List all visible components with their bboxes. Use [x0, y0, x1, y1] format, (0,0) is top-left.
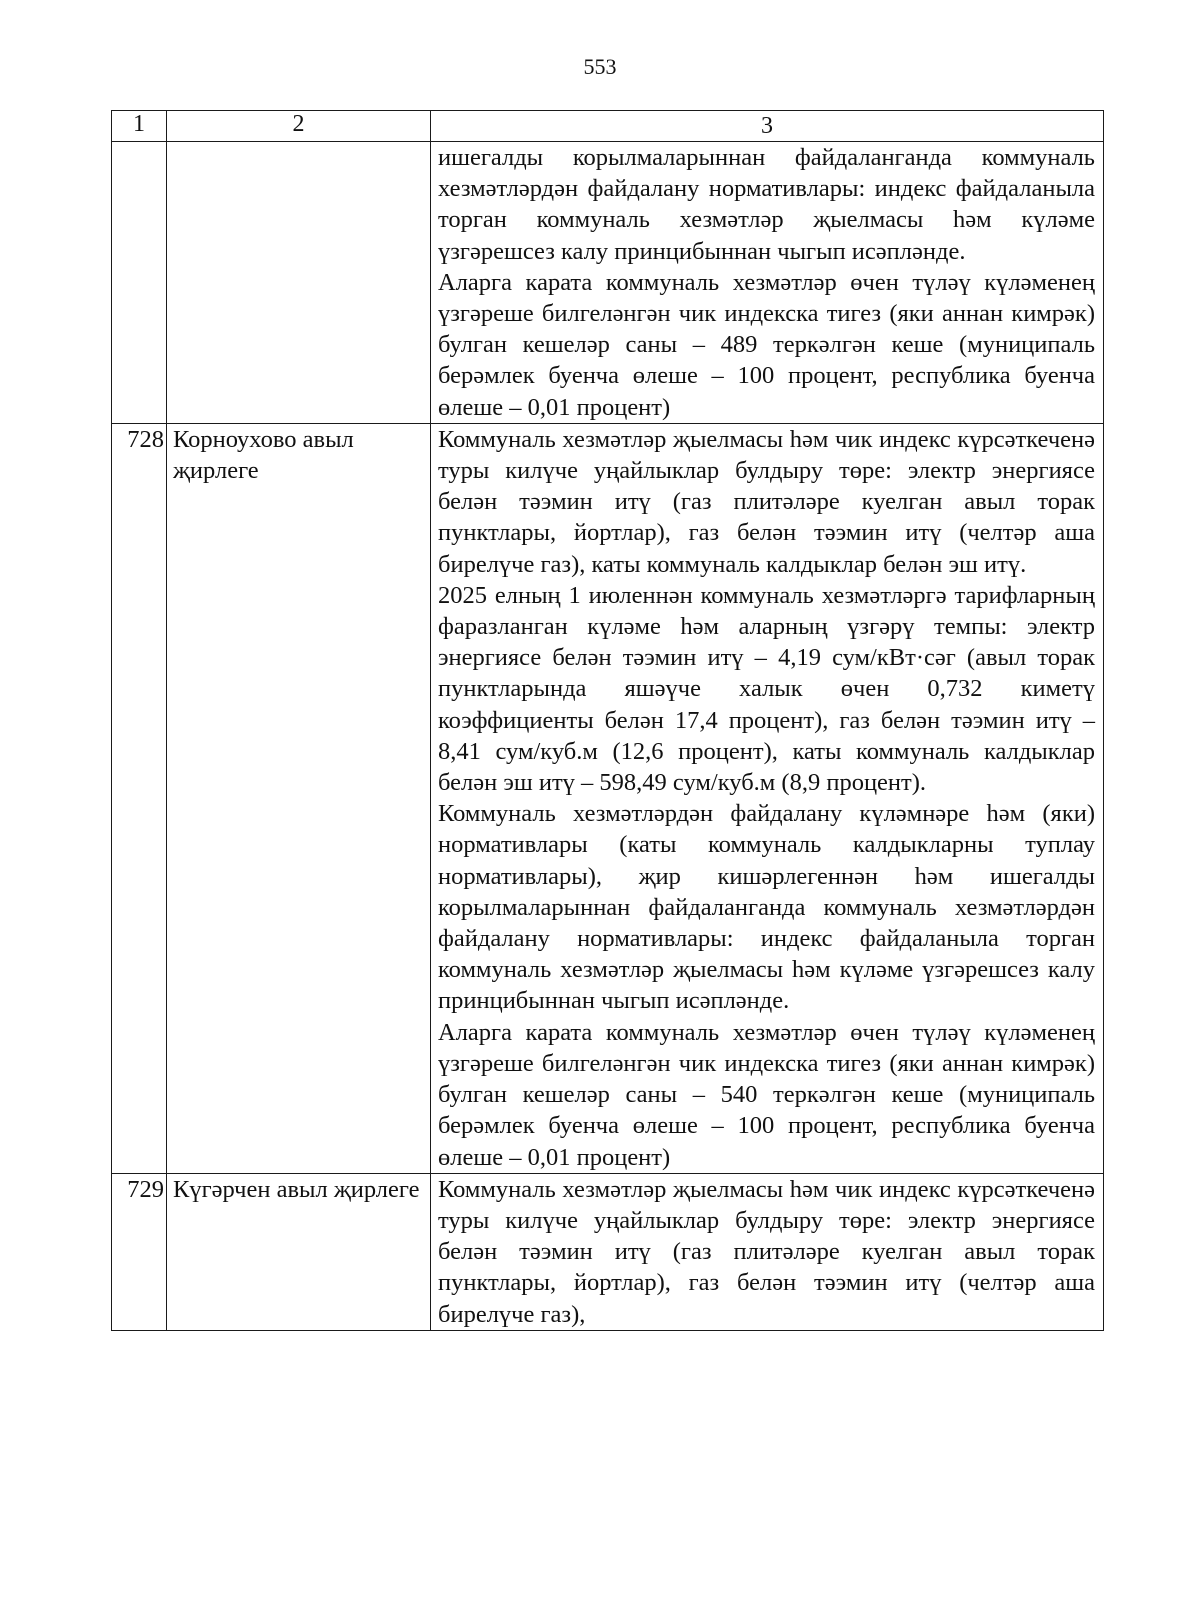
column-header-2: 2: [167, 111, 431, 142]
document-table: [111, 110, 1104, 1331]
row-content: [431, 423, 1104, 1173]
table-row: [112, 1173, 1104, 1330]
row-number: 728: [112, 423, 167, 1173]
settlement-name: Корноухово авыл җирлеге: [167, 423, 431, 1173]
page-number: 553: [583, 54, 617, 79]
row-content: [431, 1173, 1104, 1330]
content-paragraph: Коммуналь хезмәтләрдән файдалану күләмнәре һәм (яки) нормативлары (каты коммуналь калдыкларны туплау нормативлары), җир кишәрлегеннән һәм ишегалды корылмаларыннан файдаланганда коммуналь хезмәтләрдән файдалану нормативлары: индекс файдаланыла торган коммуналь хезмәтләр җыелмасы һәм күләме үзгәрешсез калу принцибыннан чыгып исәпләнде.: [438, 800, 1095, 1015]
content-paragraph: ишегалды корылмаларыннан файдаланганда коммуналь хезмәтләрдән файдалану нормативлары: индекс файдаланыла торган коммуналь хезмәтләр җыелмасы һәм күләме үзгәрешсез калу принцибыннан чыгып исәпләнде.: [438, 144, 1095, 265]
row-number: 729: [112, 1173, 167, 1330]
settlement-name: [167, 142, 431, 424]
content-paragraph: Коммуналь хезмәтләр җыелмасы һәм чик индекс күрсәткеченә туры килүче уңайлыклар булдыру төре: электр энергиясе белән тәэмин итү (газ плитәләре куелган авыл торак пунктлары, йортлар), газ белән тәэмин итү (челтәр аша бирелүче газ), каты коммуналь калдыклар белән эш итү.: [438, 425, 1095, 578]
table-row: [112, 142, 1104, 424]
settlement-name: Күгәрчен авыл җирлеге: [167, 1173, 431, 1330]
table-header-row: [112, 111, 1104, 142]
row-content: [431, 142, 1104, 424]
content-paragraph: Коммуналь хезмәтләр җыелмасы һәм чик индекс күрсәткеченә туры килүче уңайлыклар булдыру төре: электр энергиясе белән тәэмин итү (газ плитәләре куелган авыл торак пунктлары, йортлар), газ белән тәэмин итү (челтәр аша бирелүче газ),: [438, 1175, 1095, 1328]
column-header-1: 1: [112, 111, 167, 142]
row-number: [112, 142, 167, 424]
column-header-3: 3: [431, 111, 1104, 142]
content-paragraph: Аларга карата коммуналь хезмәтләр өчен түләү күләменең үзгәреше билгеләнгән чик индекска тигез (яки аннан кимрәк) булган кешеләр саны – 540 теркәлгән кеше (муниципаль берәмлек буенча өлеше – 100 процент, республика буенча өлеше – 0,01 процент): [438, 1018, 1095, 1171]
content-paragraph: Аларга карата коммуналь хезмәтләр өчен түләү күләменең үзгәреше билгеләнгән чик индекска тигез (яки аннан кимрәк) булган кешеләр саны – 489 теркәлгән кеше (муниципаль берәмлек буенча өлеше – 100 процент, республика буенча өлеше – 0,01 процент): [438, 268, 1095, 421]
table-row: [112, 423, 1104, 1173]
content-paragraph: 2025 елның 1 июленнән коммуналь хезмәтләргә тарифларның фаразланган күләме һәм аларның үзгәрү темпы: электр энергиясе белән тәэмин итү – 4,19 сум/кВт·сәг (авыл торак пунктларында яшәүче халык өчен 0,732 киметү коэффициенты белән 17,4 процент), газ белән тәэмин итү – 8,41 сум/куб.м (12,6 процент), каты коммуналь калдыклар белән эш итү – 598,49 сум/куб.м (8,9 процент).: [438, 581, 1095, 797]
